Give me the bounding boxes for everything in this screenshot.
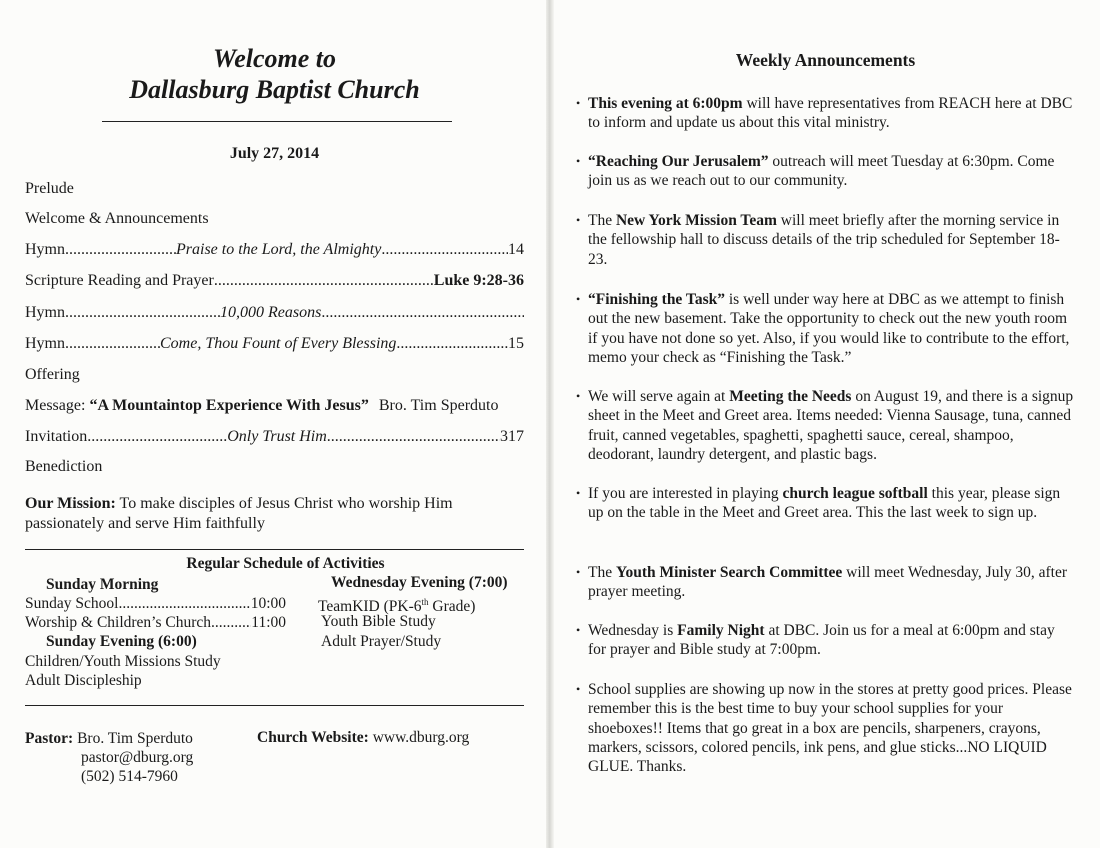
- hymn-2-line: [25, 303, 524, 323]
- message-speaker: Bro. Tim Sperduto: [378, 397, 499, 414]
- announcement-highlight: Youth Minister Search Committee: [615, 564, 843, 581]
- wednesday-heading: Wednesday Evening (7:00): [331, 574, 508, 591]
- message-line: [25, 396, 498, 416]
- leader-dots: [87, 427, 227, 447]
- hymn-2-title: 10,000 Reasons: [220, 304, 322, 321]
- invitation-title: Only Trust Him: [227, 428, 327, 445]
- announcement-text: this year, please sign up on the table in the Meet and Greet area. This the last week to sign up.: [588, 485, 1061, 522]
- scripture-label: Scripture Reading and Prayer: [25, 272, 214, 289]
- announcement-item: [576, 387, 1076, 464]
- announcement-pre: If you are interested in playing: [588, 485, 783, 502]
- worship-time: 11:00: [251, 614, 286, 631]
- pastor-phone: (502) 514-7960: [81, 768, 178, 785]
- hymn-3-title: Come, Thou Fount of Every Blessing: [160, 335, 397, 352]
- worship-row: [25, 613, 286, 633]
- bullet-icon: •: [576, 623, 581, 637]
- sunday-evening-item: Adult Discipleship: [25, 672, 142, 689]
- hymn-3-line: [25, 334, 524, 354]
- leader-dots: [65, 303, 220, 323]
- left-page: [0, 0, 549, 848]
- schedule-title: Regular Schedule of Activities: [186, 555, 385, 572]
- pastor-label: Pastor:: [25, 730, 74, 747]
- schedule-bottom-divider: [25, 705, 524, 706]
- sunday-school-time: 10:00: [250, 595, 286, 612]
- hymn-2-label: Hymn: [25, 304, 65, 321]
- announcement-text: will meet Wednesday, July 30, after prayer meeting.: [588, 564, 1068, 601]
- mission-statement: [25, 494, 495, 534]
- leader-dots: [327, 427, 500, 447]
- bullet-icon: •: [576, 389, 581, 403]
- pastor-name: Bro. Tim Sperduto: [77, 730, 193, 747]
- bullet-icon: •: [576, 154, 581, 168]
- leader-dots: [396, 334, 508, 354]
- announcement-text: will meet briefly after the morning service in the fellowship hall to discuss details of the trip scheduled for September 18-23.: [588, 212, 1060, 268]
- teamkid-text: TeamKID (PK-6: [318, 598, 422, 616]
- pastor-email: pastor@dburg.org: [81, 749, 194, 766]
- leader-dots: [214, 271, 434, 291]
- bullet-icon: •: [576, 682, 581, 696]
- schedule-top-divider: [25, 549, 524, 550]
- leader-dots: [65, 334, 160, 354]
- worship-label: Worship & Children’s Church: [25, 614, 212, 631]
- announcement-item: [576, 484, 1076, 523]
- title-divider: [102, 121, 452, 122]
- announcement-pre: The: [588, 212, 616, 229]
- announcement-highlight: This evening at 6:00pm: [588, 95, 743, 112]
- announcement-highlight: “Reaching Our Jerusalem”: [588, 153, 769, 170]
- hymn-1-number: 14: [508, 241, 524, 258]
- announcement-highlight: “Finishing the Task”: [588, 291, 725, 308]
- announcement-text: is well under way here at DBC as we attempt to finish out the new basement. Take the opportunity to check out the new youth room if you have not done so yet. Also, if you would like to contribute to the effort, memo your check as “Finishing the Task.”: [588, 291, 1070, 366]
- invitation-label: Invitation: [25, 428, 88, 445]
- announcement-item: [576, 152, 1076, 191]
- title-line-1: Welcome to: [213, 44, 336, 73]
- sunday-school-row: [25, 594, 286, 614]
- mission-label: Our Mission:: [25, 495, 116, 512]
- service-date: July 27, 2014: [229, 145, 320, 162]
- website-line: [257, 728, 469, 748]
- announcement-pre: We will serve again at: [588, 388, 730, 405]
- mission-text: To make disciples of Jesus Christ who worship Him passionately and serve Him faithfully: [25, 495, 453, 532]
- invitation-line: [25, 427, 524, 447]
- bullet-icon: •: [576, 96, 581, 110]
- bullet-icon: •: [576, 213, 581, 227]
- invitation-number: 317: [500, 428, 524, 445]
- teamkid-end: Grade): [428, 598, 476, 616]
- wednesday-item: Youth Bible Study: [321, 613, 436, 630]
- bullet-icon: •: [576, 565, 581, 579]
- leader-dots: [118, 594, 250, 614]
- pastor-line: [25, 729, 193, 749]
- offering: Offering: [25, 366, 80, 383]
- announcement-pre: Wednesday is: [588, 622, 678, 639]
- announcement-text: will have representatives from REACH here at DBC to inform and update us about this vital ministry.: [588, 95, 1073, 132]
- leader-dots: [211, 613, 251, 633]
- announcement-item: [576, 680, 1076, 776]
- announcement-item: [576, 563, 1076, 602]
- wednesday-item: Adult Prayer/Study: [321, 633, 442, 650]
- announcement-item: [576, 621, 1076, 660]
- announcement-item: [576, 94, 1076, 133]
- hymn-3-number: 15: [508, 335, 524, 352]
- hymn-3-label: Hymn: [25, 335, 65, 352]
- announcement-text: outreach will meet Tuesday at 6:30pm. Come join us as we reach out to our community.: [588, 153, 1055, 190]
- website-label: Church Website:: [257, 729, 369, 746]
- scripture-line: [25, 271, 524, 291]
- welcome-announcements: Welcome & Announcements: [25, 210, 209, 227]
- title-line-2: Dallasburg Baptist Church: [129, 75, 420, 104]
- announcement-text: on August 19, and there is a signup sheet in the Meet and Greet area. Items needed: Vienna Sausage, tuna, canned fruit, canned vegetables, spaghetti, spaghetti sauce, cereal, shampoo, deodorant, laundry detergent, and plastic bags.: [588, 388, 1074, 463]
- sunday-school-label: Sunday School: [25, 595, 119, 612]
- bullet-icon: •: [576, 486, 581, 500]
- website-url: www.dburg.org: [372, 729, 470, 746]
- benediction: Benediction: [25, 458, 103, 475]
- hymn-1-label: Hymn: [25, 241, 65, 258]
- page-fold: [546, 0, 554, 848]
- announcement-text: School supplies are showing up now in the stores at pretty good prices. Please remember this is the best time to buy your school supplies for your shoeboxes!! Items that go great in a box are pencils, sharpeners, crayons, markers, scissors, colored pencils, ink pens, and glue sticks...NO LIQUID GLUE. Thanks.: [588, 681, 1072, 776]
- leader-dots: [381, 240, 508, 260]
- bullet-icon: •: [576, 292, 581, 306]
- hymn-1-line: [25, 240, 524, 260]
- announcements-title: Weekly Announcements: [735, 50, 916, 70]
- hymn-1-title: Praise to the Lord, the Almighty: [176, 241, 382, 258]
- announcement-text: at DBC. Join us for a meal at 6:00pm and stay for prayer and Bible study at 7:00pm.: [588, 622, 1055, 659]
- leader-dots: [321, 303, 524, 323]
- message-label: Message:: [25, 397, 86, 414]
- announcement-highlight: New York Mission Team: [615, 212, 777, 229]
- announcement-highlight: church league softball: [782, 485, 928, 502]
- announcement-highlight: Meeting the Needs: [729, 388, 852, 405]
- sunday-evening-item: Children/Youth Missions Study: [25, 653, 221, 670]
- sunday-morning-heading: Sunday Morning: [46, 576, 159, 593]
- announcement-item: [576, 290, 1076, 367]
- announcement-pre: The: [588, 564, 616, 581]
- scripture-ref: Luke 9:28-36: [433, 272, 524, 289]
- prelude: Prelude: [25, 180, 74, 197]
- announcement-item: [576, 211, 1076, 269]
- message-title: “A Mountaintop Experience With Jesus”: [89, 397, 369, 414]
- sunday-evening-heading: Sunday Evening (6:00): [46, 633, 197, 650]
- teamkid-superscript: th: [421, 597, 429, 607]
- announcement-highlight: Family Night: [677, 622, 765, 639]
- leader-dots: [65, 240, 176, 260]
